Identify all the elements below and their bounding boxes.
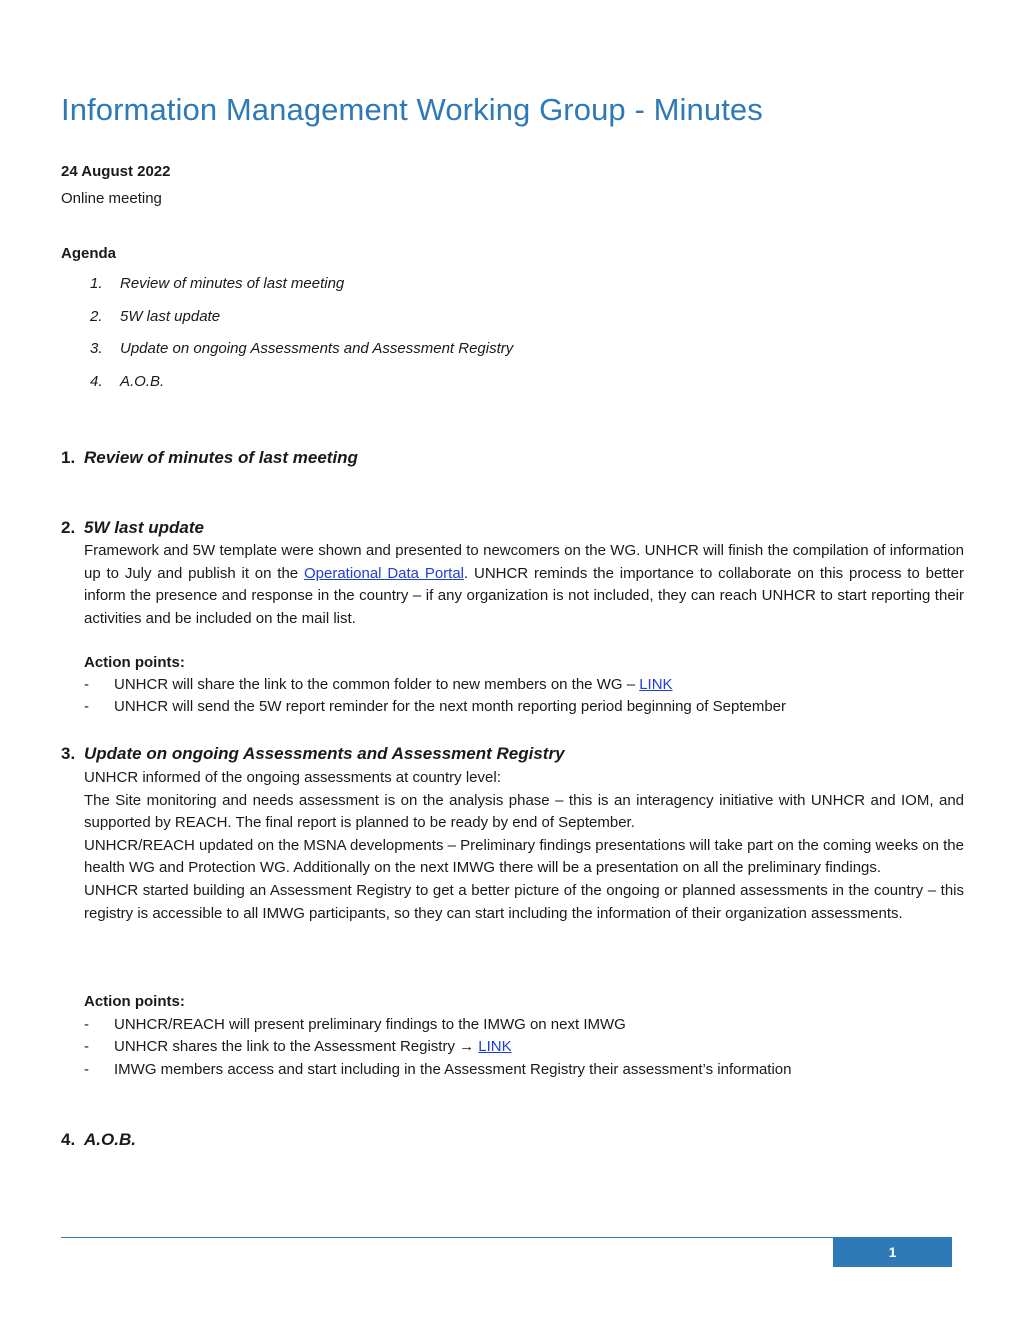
action-point xyxy=(84,1016,791,1038)
section-title: Update on ongoing Assessments and Assessment Registry xyxy=(84,744,565,763)
bullet-dash: - xyxy=(84,1060,89,1078)
bullet-dash: - xyxy=(84,698,89,716)
section-title: Review of minutes of last meeting xyxy=(84,448,358,467)
bullet-dash: - xyxy=(84,1016,89,1033)
agenda-item-number: 2. xyxy=(90,307,103,325)
agenda-item-text: Review of minutes of last meeting xyxy=(120,275,345,292)
action-points-list xyxy=(84,676,786,721)
section-number: 3. xyxy=(61,744,76,763)
paragraph: The Site monitoring and needs assessment is on the analysis phase – this is an interagency initiative with UNHCR and IOM, and supported by REACH. The final report is planned to be ready by end of September. xyxy=(84,791,964,832)
action-point-text: UNHCR/REACH will present preliminary findings to the IMWG on next IMWG xyxy=(114,1016,626,1033)
action-points-list xyxy=(84,1016,791,1083)
assessment-registry-link[interactable]: LINK xyxy=(478,1038,512,1056)
section-2-text: Framework and 5W template were shown and presented to newcomers on the WG. UNHCR will finish the compilation of information up to July and publish it on the xyxy=(84,542,964,582)
agenda-list xyxy=(90,275,513,405)
meeting-venue: Online meeting xyxy=(61,190,162,207)
section-number: 2. xyxy=(61,518,76,537)
section-3-body xyxy=(84,767,964,925)
agenda-item-number: 1. xyxy=(90,275,103,292)
operational-data-portal-link[interactable]: Operational Data Portal xyxy=(303,564,465,582)
common-folder-link[interactable]: LINK xyxy=(639,676,673,693)
section-title: 5W last update xyxy=(84,518,204,537)
agenda-label: Agenda xyxy=(61,245,117,262)
action-point xyxy=(84,1061,791,1083)
agenda-item xyxy=(90,340,513,373)
section-heading-review-minutes xyxy=(61,448,358,468)
agenda-item xyxy=(90,275,513,308)
action-points-label: Action points: xyxy=(84,654,185,671)
page-number: 1 xyxy=(833,1238,952,1267)
agenda-item-text: A.O.B. xyxy=(120,372,165,390)
action-point xyxy=(84,698,786,720)
action-point xyxy=(84,676,786,698)
paragraph: UNHCR started building an Assessment Registry to get a better picture of the ongoing or planned assessments in the country – this registry is accessible to all IMWG participants, so they can start including the information of their organization assessments. xyxy=(84,881,964,922)
action-point xyxy=(84,1038,791,1060)
paragraph: UNHCR informed of the ongoing assessments at country level: xyxy=(84,769,501,786)
agenda-item xyxy=(90,308,513,341)
agenda-item-number: 3. xyxy=(90,340,103,357)
action-points-label: Action points: xyxy=(84,993,185,1010)
action-point-text: IMWG members access and start including in the Assessment Registry their assessment’s information xyxy=(114,1060,792,1078)
agenda-item-number: 4. xyxy=(90,372,103,390)
action-point-text: UNHCR will share the link to the common folder to new members on the WG – xyxy=(114,676,640,693)
meeting-date: 24 August 2022 xyxy=(61,163,171,180)
agenda-item-text: 5W last update xyxy=(120,307,221,325)
section-heading-5w-update xyxy=(61,518,204,538)
action-point-text: UNHCR shares the link to the Assessment Registry → xyxy=(114,1038,479,1056)
agenda-item xyxy=(90,373,513,406)
section-heading-assessments xyxy=(61,744,565,764)
action-point-text: UNHCR will send the 5W report reminder for the next month reporting period beginning of September xyxy=(114,698,786,716)
bullet-dash: - xyxy=(84,1038,89,1056)
section-2-text-continued: . UNHCR reminds the importance to collaborate on this process to better inform the presence and response in the country – if any organization is not included, they can reach UNHCR to start reporting their activities and be included on the mail list. xyxy=(84,564,964,627)
section-number: 4. xyxy=(61,1130,76,1149)
section-2-body xyxy=(84,540,964,630)
section-number: 1. xyxy=(61,448,76,467)
footer-divider xyxy=(61,1237,952,1238)
page-title: Information Management Working Group - Minutes xyxy=(61,92,763,127)
agenda-item-text: Update on ongoing Assessments and Assessment Registry xyxy=(120,340,514,357)
section-title: A.O.B. xyxy=(84,1130,136,1149)
paragraph: UNHCR/REACH updated on the MSNA developments – Preliminary findings presentations will take part on the coming weeks on the health WG and Protection WG. Additionally on the next IMWG there will be a presentation on all the preliminary findings. xyxy=(84,836,964,877)
bullet-dash: - xyxy=(84,676,89,693)
section-heading-aob xyxy=(61,1130,136,1150)
